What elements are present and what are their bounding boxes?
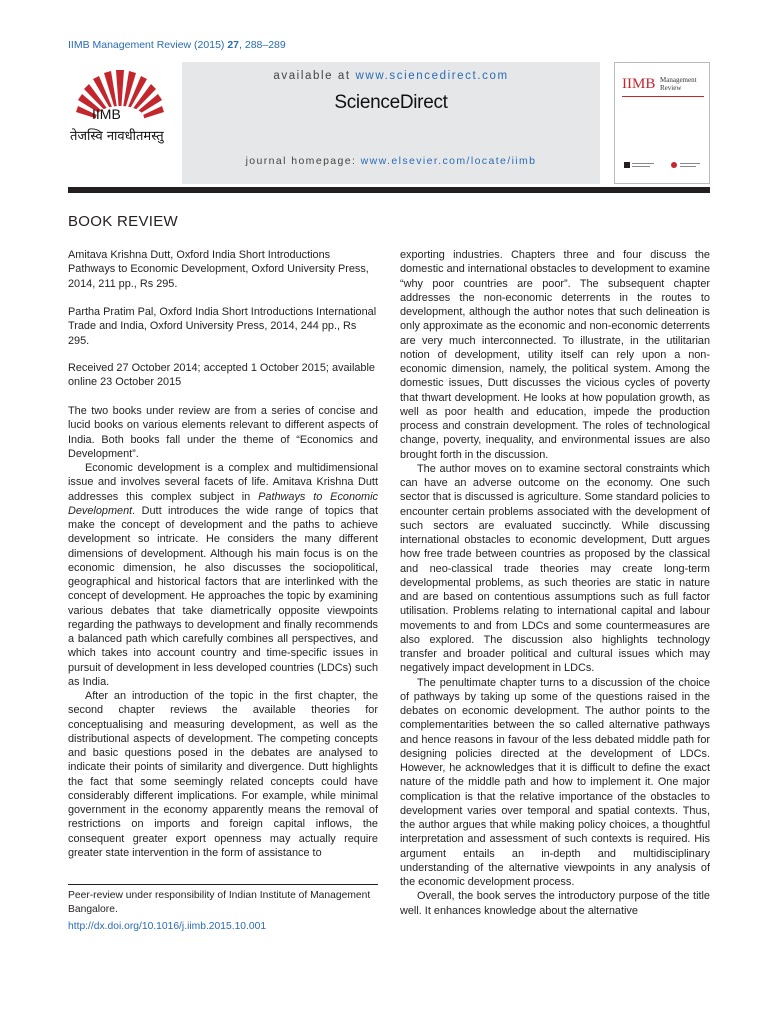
footnote-rule	[68, 884, 378, 885]
paragraph: After an introduction of the topic in the first chapter, the second chapter reviews the available theories for conceptualising and measuring development, as well as the distributional aspects of development. The competing concepts and basic questions posed in the debates are analysed to indicate their points of similarity and divergence. Dutt highlights the fact that some seemingly related concepts could have considerably different implications. For example, while minimal government in the economy apparently means the removal of restrictions on imports and foreign capital inflows, the consequent greater export openness may actually require greater state intervention in the form of assistance to	[68, 690, 378, 859]
journal-homepage-link[interactable]: www.elsevier.com/locate/iimb	[360, 155, 537, 167]
footnote: Peer-review under responsibility of Indian Institute of Management Bangalore.	[68, 890, 371, 915]
book-reference-2: Partha Pratim Pal, Oxford India Short Introductions International Trade and India, Oxford University Press, 2014, 244 pp., Rs 295.	[68, 306, 377, 347]
logo-wordmark: IIMB	[92, 106, 121, 122]
left-column-body	[68, 404, 378, 860]
journal-homepage-line: journal homepage: www.elsevier.com/locate/iimb	[245, 155, 537, 167]
article-history: Received 27 October 2014; accepted 1 October 2015; available online 23 October 2015	[68, 362, 375, 389]
paragraph: exporting industries. Chapters three and four discuss the domestic and international obstacles to development to examine “why poor countries are poor”. The subsequent chapter addresses the non-economic deterrents in the routes to development, although the author notes that such delineation is only approximate as the economic and non-economic deterrents are very much interconnected. To illustrate, in the utilitarian notion of development, utility itself can rely upon a non-economic dimension, namely, the political system. Among the domestic issues, Dutt discusses the vicious cycles of poverty that thwart development. He looks at how population growth, as well as poor health and education, impede the production process and constrain development. The roles of technological change, poverty, inequality, and environmental issues are also brought forth in the discussion.	[400, 249, 710, 461]
doi-link[interactable]: http://dx.doi.org/10.1016/j.iimb.2015.10.001	[68, 921, 267, 932]
platform-title: ScienceDirect	[334, 92, 448, 113]
cover-publisher-marks-icon	[624, 160, 704, 170]
section-title: BOOK REVIEW	[68, 213, 178, 230]
header-rule	[68, 187, 710, 193]
paragraph: The penultimate chapter turns to a discussion of the choice of pathways by taking up some of the questions raised in the debates on economic development. The author points to the complementarities between the so called alternative pathways and hence reasons in favour of the less debated middle path for designing policies directed at the development of LDCs. However, he acknowledges that it is difficult to define the exact nature of the middle path and how to implement it. One major complication is that the relative importance of the obstacles to development varies over temporal and spatial contexts. Thus, the author argues that while making policy choices, a thoughtful interpretation and assessment of such contexts is required. His argument entails an in-depth and multidisciplinary understanding of the alternative viewpoints in any analysis of the economic development process.	[400, 676, 710, 888]
paragraph: The author moves on to examine sectoral constraints which can have an adverse outcome on the economy. One such sector that is discussed is agriculture. Some standard policies to encounter certain problems associated with the development of such sectors are evaluated succinctly. While discussing international obstacles to economic development, Dutt argues how free trade between countries as proposed by the classical and neo-classical trade theories may create long-term developmental problems, as such theories are static in nature and are based on contentious assumptions such as full factor utilisation. Problems relating to international capital and labour movements to and from LDCs and some countermeasures are also explored. The discussion also highlights technology transfer and broader political and cultural issues which may negatively impact development in LDCs.	[400, 462, 710, 675]
cover-divider	[622, 96, 704, 97]
available-at-line: available at www.sciencedirect.com	[273, 70, 509, 82]
journal-citation[interactable]: IIMB Management Review (2015) 27, 288–289	[68, 39, 286, 51]
sciencedirect-link[interactable]: www.sciencedirect.com	[355, 70, 509, 82]
paragraph: Economic development is a complex and multidimensional issue and involves several facets of life. Amitava Krishna Dutt addresses this complex subject in Pathways to Economic Development. Dutt introduces the wide range of topics that make the concept of development and the paths to achieve development so intricate. He considers the many different dimensions of development. Although his main focus is on the economic dimension, he also discusses the sociopolitical, geographical and historical factors that are interlinked with the concept of development. He approaches the topic by examining various debates that take diametrically opposite viewpoints regarding the pathways to development and finally recommends a balanced path which carefully combines all perspectives, and which takes into account country and time-specific issues in pursuit of development in less developed countries (LDCs) such as India.	[68, 462, 378, 688]
cover-title: IIMB	[622, 76, 656, 92]
cover-subtitle: Management Review	[660, 76, 697, 92]
book-reference-1: Amitava Krishna Dutt, Oxford India Short Introductions Pathways to Economic Development, Oxford University Press, 2014, 211 pp., Rs 295.	[68, 249, 369, 290]
paragraph: The two books under review are from a series of concise and lucid books on various elements relevant to different aspects of India. Both books fall under the theme of “Economics and Development”.	[68, 405, 378, 460]
right-column-body	[400, 248, 710, 918]
paragraph: Overall, the book serves the introductory purpose of the title well. It enhances knowledge about the alternative	[400, 890, 710, 917]
logo-motto: तेजस्वि नावधीतमस्तु	[70, 129, 164, 144]
